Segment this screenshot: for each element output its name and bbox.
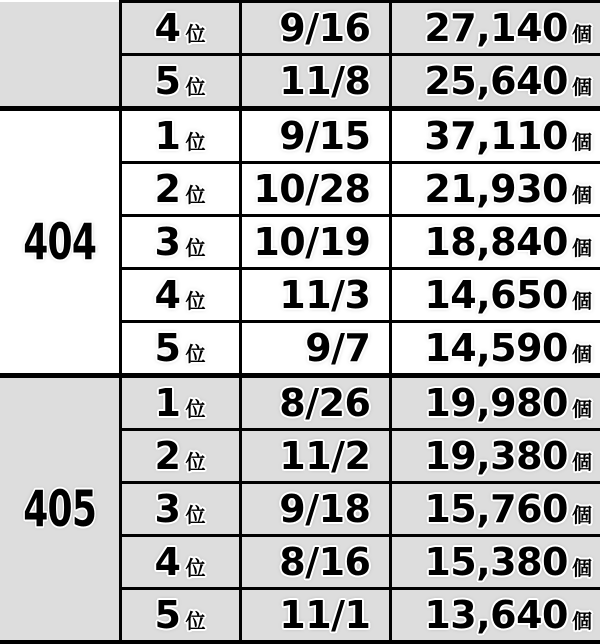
date-cell	[240, 322, 390, 376]
rank-cell	[120, 55, 240, 109]
rank-cell	[120, 430, 240, 483]
count-unit: 個	[572, 183, 592, 207]
date-cell	[240, 589, 390, 643]
rank-unit: 位	[185, 183, 206, 207]
rank-cell	[120, 269, 240, 322]
rank-unit: 位	[185, 130, 206, 154]
date-cell	[240, 269, 390, 322]
count-unit: 個	[572, 22, 592, 46]
date-cell	[240, 216, 390, 269]
date-value: 11/3	[279, 273, 371, 317]
count-cell	[390, 483, 600, 536]
count-cell	[390, 536, 600, 589]
count-cell	[390, 589, 600, 643]
date-cell	[240, 55, 390, 109]
rank-value: 4	[154, 6, 181, 50]
count-value: 13,640	[424, 593, 568, 637]
date-value: 10/28	[253, 167, 371, 211]
rank-cell	[120, 376, 240, 430]
count-value: 21,930	[424, 167, 568, 211]
count-value: 14,650	[424, 273, 568, 317]
count-unit: 個	[572, 342, 592, 366]
count-cell	[390, 322, 600, 376]
rank-value: 5	[154, 326, 181, 370]
rank-unit: 位	[185, 75, 206, 99]
date-cell	[240, 376, 390, 430]
rank-value: 2	[154, 167, 181, 211]
rank-unit: 位	[185, 503, 206, 527]
count-cell	[390, 269, 600, 322]
count-unit: 個	[572, 397, 592, 421]
count-value: 19,380	[424, 434, 568, 478]
count-value: 15,760	[424, 487, 568, 531]
count-cell	[390, 376, 600, 430]
rank-value: 2	[154, 434, 181, 478]
rank-cell	[120, 483, 240, 536]
date-value: 8/26	[279, 381, 371, 425]
count-unit: 個	[572, 236, 592, 260]
date-value: 9/15	[279, 114, 371, 158]
rank-value: 1	[154, 381, 181, 425]
date-cell	[240, 163, 390, 216]
rank-cell	[120, 163, 240, 216]
group-label-cell-404	[0, 109, 120, 376]
rank-unit: 位	[185, 556, 206, 580]
count-cell	[390, 109, 600, 163]
count-cell	[390, 2, 600, 55]
date-value: 11/8	[279, 59, 371, 103]
date-cell	[240, 483, 390, 536]
date-value: 8/16	[279, 540, 371, 584]
rank-unit: 位	[185, 342, 206, 366]
rank-value: 5	[154, 593, 181, 637]
count-cell	[390, 163, 600, 216]
count-unit: 個	[572, 450, 592, 474]
rank-value: 4	[154, 540, 181, 584]
date-cell	[240, 2, 390, 55]
count-value: 15,380	[424, 540, 568, 584]
date-value: 9/16	[279, 6, 371, 50]
date-cell	[240, 536, 390, 589]
group-label: 404	[22, 213, 96, 271]
date-value: 10/19	[253, 220, 371, 264]
date-value: 11/2	[279, 434, 371, 478]
count-value: 19,980	[424, 381, 568, 425]
count-value: 25,640	[424, 59, 568, 103]
count-cell	[390, 430, 600, 483]
date-cell	[240, 430, 390, 483]
count-unit: 個	[572, 609, 592, 633]
rank-cell	[120, 109, 240, 163]
rank-cell	[120, 536, 240, 589]
table-row	[0, 2, 600, 55]
group-label-cell	[0, 2, 120, 109]
rank-unit: 位	[185, 22, 206, 46]
count-unit: 個	[572, 289, 592, 313]
rank-value: 1	[154, 114, 181, 158]
rank-value: 3	[154, 220, 181, 264]
table-row	[0, 376, 600, 430]
group-label: 405	[22, 480, 96, 538]
rank-unit: 位	[185, 609, 206, 633]
count-unit: 個	[572, 556, 592, 580]
rank-value: 3	[154, 487, 181, 531]
count-value: 18,840	[424, 220, 568, 264]
date-value: 11/1	[279, 593, 371, 637]
rank-unit: 位	[185, 450, 206, 474]
date-value: 9/7	[305, 326, 371, 370]
rank-unit: 位	[185, 236, 206, 260]
count-unit: 個	[572, 75, 592, 99]
rank-cell	[120, 216, 240, 269]
count-unit: 個	[572, 130, 592, 154]
count-cell	[390, 216, 600, 269]
count-value: 27,140	[424, 6, 568, 50]
rank-value: 5	[154, 59, 181, 103]
count-cell	[390, 55, 600, 109]
date-cell	[240, 109, 390, 163]
rank-cell	[120, 589, 240, 643]
count-unit: 個	[572, 503, 592, 527]
group-label-cell-405	[0, 376, 120, 643]
date-value: 9/18	[279, 487, 371, 531]
table-row	[0, 109, 600, 163]
rank-cell	[120, 322, 240, 376]
rank-unit: 位	[185, 289, 206, 313]
rank-cell	[120, 2, 240, 55]
count-value: 14,590	[424, 326, 568, 370]
rank-value: 4	[154, 273, 181, 317]
rank-unit: 位	[185, 397, 206, 421]
count-value: 37,110	[424, 114, 568, 158]
